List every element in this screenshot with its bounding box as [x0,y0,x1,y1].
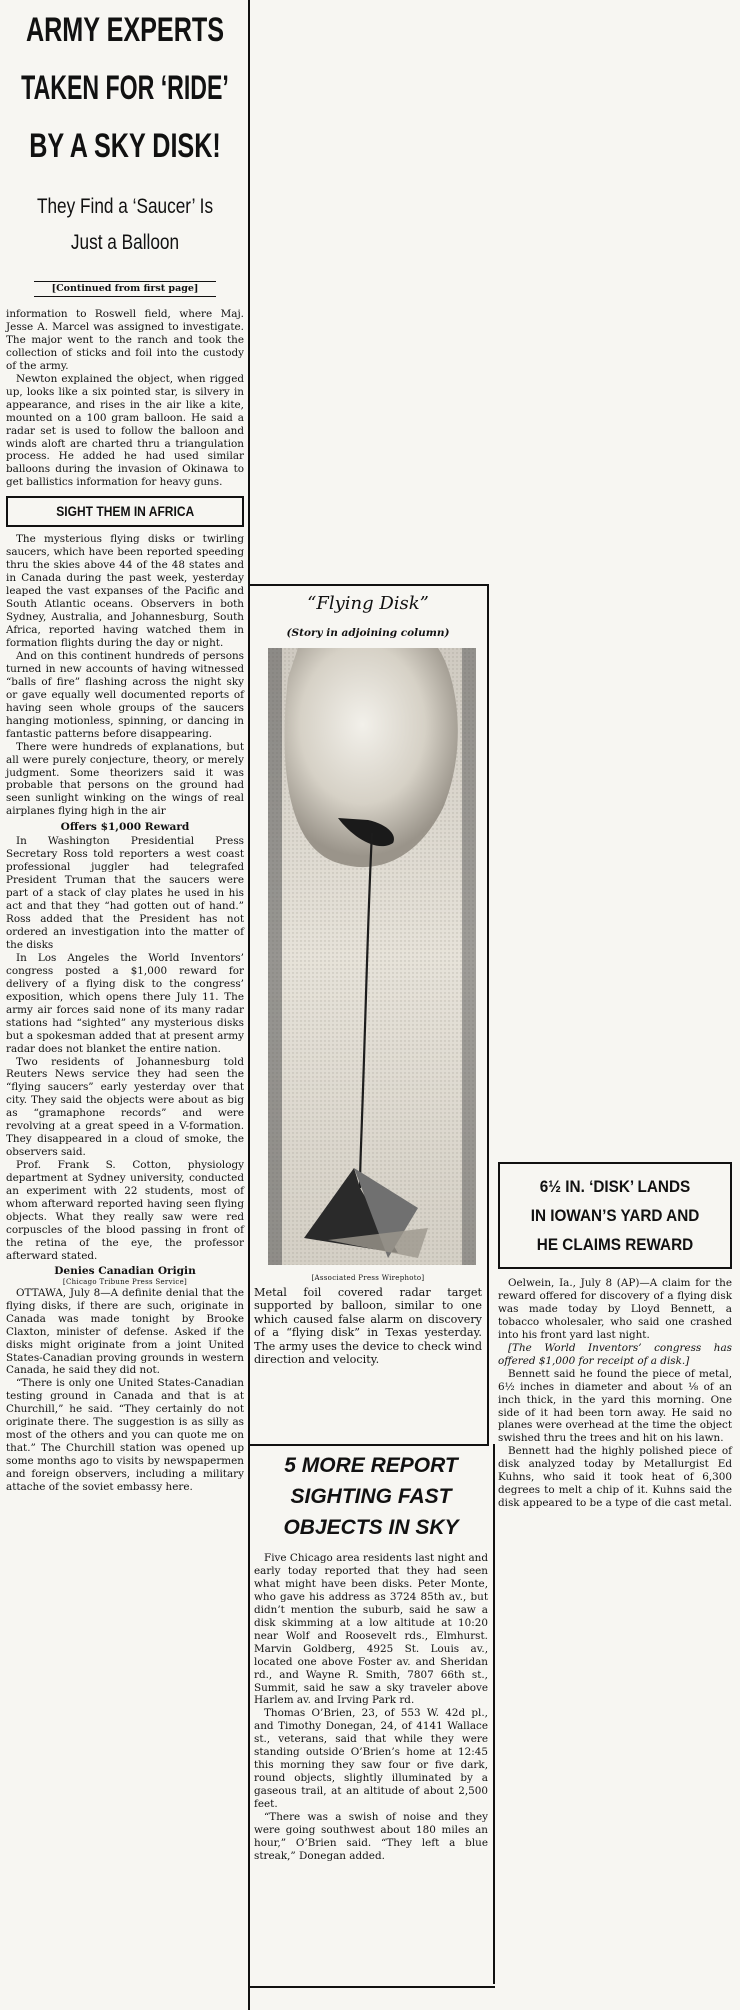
chicago-headline [254,1450,488,1543]
iowa-paragraph-3: Bennett said he found the piece of metal, 6½ inches in diameter and about ⅛ of an inch thick, in the yard this morning. One side of it had been torn away. He said no planes were overhead at the time the object swished thru the trees and hit on his lawn. [498,1367,732,1445]
photo-caption: Metal foil covered radar target supported by balloon, similar to one which caused false alarm on discovery of a “flying disk” in Texas yesterday. The army uses the device to check wind direction and velocity. [254,1286,482,1367]
col1-paragraph-6: In Washington Presidential Press Secretary Ross told reporters a west coast professional juggler had telegrafed President Truman that the saucers were part of a stack of clay plates he used in his act and that they “had gotten out of hand.” Ross added that the President has not ordered an investigation into the matter of the disks [6,835,244,951]
africa-head-text: SIGHT THEM IN AFRICA [55,503,195,520]
col1-paragraph-8: Two residents of Johannesburg told Reuters News service they had seen the “flying saucers” early yesterday over that city. They said the objects were about as big as “gramaphone records” and were revolving at a great speed in a V-formation. They disappeared in a cloud of smoke, the observers said. [6,1055,244,1159]
column-rule-left [248,0,250,2010]
col1-paragraph-3: The mysterious flying disks or twirling saucers, which have been reported speeding thru the skies above 44 of the 48 states and in Canada during the past week, yesterday leaped the vast expanses of the Pacific and South Atlantic oceans. Observers in both Sydney, Australia, and Johannesburg, South Africa, reported having watched them in formation flights during the day or night. [6,533,244,649]
deck-line-1: They Find a ‘Saucer’ Is [36,195,214,218]
photo-box-bottom-rule [250,1444,488,1446]
bottom-rule [250,1986,495,1988]
iowa-headline-box [498,1162,732,1269]
iowa-headline-line-1: 6½ IN. ‘DISK’ LANDS [539,1177,691,1196]
iowa-headline-line-2: IN IOWAN’S YARD AND [530,1206,700,1225]
photo-subtitle: (Story in adjoining column) [286,627,450,639]
canada-credit: [Chicago Tribune Press Service] [62,1277,188,1286]
iowa-paragraph-2: [The World Inventors’ congress has offered $1,000 for receipt of a disk.] [498,1341,732,1367]
iowa-paragraph-4: Bennett had the highly polished piece of disk analyzed today by Metallurgist Ed Kuhns, who said it took heat of 6,300 degrees to melt a chip of it. Kuhns said the disk appeared to be a type of die cast metal. [498,1445,732,1510]
col1-paragraph-11: “There is only one United States-Canadian testing ground in Canada and that is at Churchill,” he said. “They certainly do not originate there. The suggestion is as silly as most of the others and you can quote me on that.” The Churchill station was opened up some months ago to visits by newspapermen and foreign observers, including a military attache of the soviet embassy here. [6,1377,244,1494]
chicago-headline-line-1: 5 MORE REPORT [284,1454,458,1477]
photo-box-right-rule [487,584,489,1446]
reward-subhead: Offers $1,000 Reward [60,821,190,834]
radar-target-photo [268,648,476,1265]
col1-paragraph-5: There were hundreds of explanations, but all were purely conjecture, theory, or merely judgment. Some theorizers said it was probable that persons on the ground had seen sunlight winking on the wings of real airplanes flying high in the air [6,740,244,818]
chicago-paragraph-1: Five Chicago area residents last night and early today reported that they had seen what might have been disks. Peter Monte, who gave his address as 3724 85th av., but didn’t mention the suburb, said he saw a disk skimming at a low altitude at 10:20 near Wolf and Roosevelt rds., Elmhurst. Marvin Goldberg, 4925 St. Louis av., located one above Foster av. and Sheridan rd., and Wayne R. Smith, 7807 66th st., Summit, said he saw a sky traveler above Harlem av. and Irving Park rd. [254,1552,488,1707]
photo-title: “Flying Disk” [307,593,429,614]
column-one [6,10,244,1494]
photo-box [254,592,482,1366]
canada-subhead: Denies Canadian Origin [54,1264,196,1277]
continued-text: [Continued from first page] [51,283,199,294]
photo-credit: [Associated Press Wirephoto] [311,1274,425,1282]
chicago-headline-line-3: OBJECTS IN SKY [283,1516,459,1539]
balloon-photo [268,648,476,1265]
deck-line-2: Just a Balloon [70,231,180,254]
headline-line-2: TAKEN FOR ‘RIDE’ [21,69,229,107]
headline-line-3: BY A SKY DISK! [29,127,221,165]
iowa-headline-line-3: HE CLAIMS REWARD [536,1235,694,1254]
photo-box-top-rule [250,584,488,586]
iowa-story [498,1162,732,1510]
iowa-paragraph-1: Oelwein, Ia., July 8 (AP)—A claim for the reward offered for discovery of a flying disk was made today by Lloyd Bennett, a tobacco wholesaler, who said one crashed into his front yard last night. [498,1277,732,1341]
col1-paragraph-4: And on this continent hundreds of persons turned in new accounts of having witnessed “balls of fire” flashing across the night sky or gave equally well documented reports of having seen whole groups of the saucers hanging motionless, spinning, or dancing in fantastic patterns before disappearing. [6,649,244,740]
chicago-story [254,1450,488,1863]
continued-line [34,281,216,297]
col1-paragraph-1: information to Roswell field, where Maj. Jesse A. Marcel was assigned to investigate. The major went to the ranch and took the collection of sticks and foil into the custody of the army. [6,308,244,372]
africa-section-head [6,496,244,527]
col1-paragraph-2: Newton explained the object, when rigged up, looks like a six pointed star, is silvery in appearance, and rises in the air like a kite, mounted on a 100 gram balloon. He said a radar set is used to follow the balloon and winds aloft are charted thru a triangulation process. He added he had used similar balloons during the invasion of Okinawa to get ballistics information for heavy guns. [6,372,244,489]
main-headline [6,10,244,173]
chicago-right-rule [493,1444,495,1984]
headline-deck [6,193,244,281]
chicago-paragraph-3: “There was a swish of noise and they were going southwest about 180 miles an hour,” O’Brien said. “They left a blue streak,” Donegan added. [254,1811,488,1862]
col1-paragraph-7: In Los Angeles the World Inventors’ congress posted a $1,000 reward for delivery of a flying disk to the congress’ exposition, which opens there July 11. The army air forces said none of its many radar stations had “sighted” any mysterious disks but a spokesman added that at present army radar does not blanket the entire nation. [6,951,244,1055]
chicago-paragraph-2: Thomas O’Brien, 23, of 553 W. 42d pl., and Timothy Donegan, 24, of 4141 Wallace st., veterans, said that while they were standing outside O’Brien’s home at 12:45 this morning they saw four or five dark, round objects, slightly illuminated by a gaseous trail, at an altitude of about 2,500 feet. [254,1707,488,1811]
col1-paragraph-10: OTTAWA, July 8—A definite denial that the flying disks, if there are such, originate in Canada was made tonight by Brooke Claxton, minister of defense. Asked if the disks might originate from a joint United States-Canadian proving grounds in western Canada, he said they did not. [6,1286,244,1377]
chicago-headline-line-2: SIGHTING FAST [290,1485,452,1508]
headline-line-1: ARMY EXPERTS [25,11,225,49]
col1-paragraph-9: Prof. Frank S. Cotton, physiology department at Sydney university, conducted an experiment with 22 students, most of whom afterward reported having seen flying objects. What they really saw were red corpuscles of the blood passing in front of the retina of the eye, the professor afterward stated. [6,1159,244,1262]
